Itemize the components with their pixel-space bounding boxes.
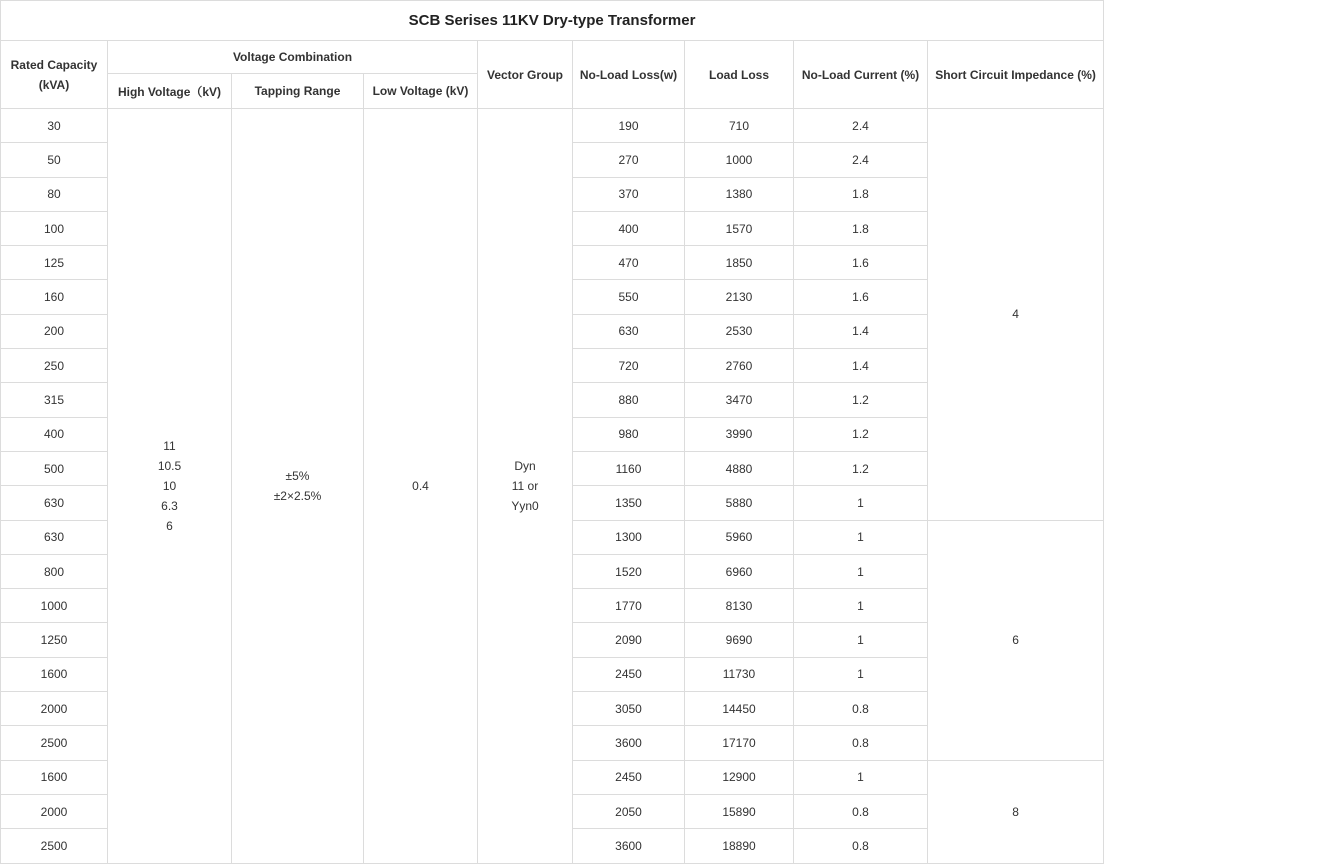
table-header (1, 1, 1104, 109)
no-load-current-cell: 1.2 (794, 451, 928, 485)
load-loss-cell: 2530 (685, 314, 794, 348)
no-load-current-cell: 1.6 (794, 246, 928, 280)
rated-capacity-cell: 2000 (1, 794, 108, 828)
load-loss-cell: 5960 (685, 520, 794, 554)
rated-capacity-cell: 500 (1, 451, 108, 485)
no-load-loss-cell: 270 (573, 143, 685, 177)
tapping-range-header: Tapping Range (232, 74, 364, 109)
no-load-loss-cell: 2090 (573, 623, 685, 657)
no-load-loss-header: No-Load Loss(w) (573, 41, 685, 109)
tapping-range-cell (232, 109, 364, 864)
no-load-current-cell: 1.2 (794, 417, 928, 451)
rated-capacity-cell: 400 (1, 417, 108, 451)
rated-capacity-cell: 1000 (1, 589, 108, 623)
load-loss-cell: 3470 (685, 383, 794, 417)
no-load-loss-cell: 470 (573, 246, 685, 280)
load-loss-cell: 1850 (685, 246, 794, 280)
high-voltage-cell-line: 11 (163, 438, 176, 453)
short-circuit-impedance-cell: 8 (928, 760, 1104, 863)
no-load-current-cell: 1.4 (794, 314, 928, 348)
rated-capacity-cell: 125 (1, 246, 108, 280)
no-load-current-cell: 1.2 (794, 383, 928, 417)
load-loss-cell: 2130 (685, 280, 794, 314)
table-title: SCB Serises 11KV Dry-type Transformer (1, 1, 1104, 41)
load-loss-cell: 4880 (685, 451, 794, 485)
short-circuit-impedance-cell: 4 (928, 109, 1104, 521)
load-loss-cell: 8130 (685, 589, 794, 623)
high-voltage-header: High Voltage（kV) (108, 74, 232, 109)
no-load-current-cell: 1 (794, 486, 928, 520)
load-loss-cell: 3990 (685, 417, 794, 451)
tapping-range-cell-line: ±5% (285, 468, 310, 483)
no-load-current-cell: 1.6 (794, 280, 928, 314)
vector-group-cell-line: 11 or (511, 478, 539, 493)
no-load-loss-cell: 1350 (573, 486, 685, 520)
no-load-current-cell: 1 (794, 657, 928, 691)
load-loss-cell: 15890 (685, 794, 794, 828)
rated-capacity-unit: (kVA) (38, 77, 70, 92)
high-voltage-cell-line: 10 (162, 478, 177, 493)
no-load-loss-cell: 3600 (573, 726, 685, 760)
no-load-loss-cell: 1160 (573, 451, 685, 485)
rated-capacity-header (1, 41, 108, 109)
rated-capacity-cell: 630 (1, 520, 108, 554)
rated-capacity-cell: 1600 (1, 760, 108, 794)
no-load-current-cell: 1 (794, 760, 928, 794)
load-loss-cell: 2760 (685, 349, 794, 383)
rated-capacity-cell: 30 (1, 109, 108, 143)
no-load-loss-cell: 3600 (573, 829, 685, 863)
no-load-loss-cell: 3050 (573, 692, 685, 726)
no-load-current-cell: 1.4 (794, 349, 928, 383)
vector-group-header: Vector Group (478, 41, 573, 109)
load-loss-cell: 14450 (685, 692, 794, 726)
no-load-current-header: No-Load Current (%) (794, 41, 928, 109)
high-voltage-cell-line: 6 (166, 518, 173, 533)
no-load-current-cell: 1 (794, 520, 928, 554)
load-loss-cell: 5880 (685, 486, 794, 520)
no-load-loss-cell: 190 (573, 109, 685, 143)
rated-capacity-cell: 800 (1, 554, 108, 588)
rated-capacity-cell: 315 (1, 383, 108, 417)
rated-capacity-cell: 250 (1, 349, 108, 383)
vector-group-cell-line: Dyn (514, 458, 536, 473)
voltage-combination-header: Voltage Combination (108, 41, 478, 74)
no-load-current-cell: 0.8 (794, 692, 928, 726)
no-load-current-cell: 2.4 (794, 109, 928, 143)
rated-capacity-cell: 2000 (1, 692, 108, 726)
no-load-current-cell: 1 (794, 554, 928, 588)
low-voltage-header: Low Voltage (kV) (364, 74, 478, 109)
table-row (1, 109, 1104, 143)
no-load-loss-cell: 550 (573, 280, 685, 314)
no-load-current-cell: 1 (794, 623, 928, 657)
no-load-loss-cell: 2450 (573, 760, 685, 794)
no-load-current-cell: 0.8 (794, 829, 928, 863)
short-circuit-impedance-header: Short Circuit Impedance (%) (928, 41, 1104, 109)
load-loss-cell: 1000 (685, 143, 794, 177)
high-voltage-cell-line: 6.3 (161, 498, 178, 513)
no-load-loss-cell: 370 (573, 177, 685, 211)
rated-capacity-cell: 50 (1, 143, 108, 177)
rated-capacity-cell: 100 (1, 211, 108, 245)
no-load-current-cell: 0.8 (794, 726, 928, 760)
rated-capacity-cell: 2500 (1, 829, 108, 863)
no-load-loss-cell: 630 (573, 314, 685, 348)
no-load-loss-cell: 2450 (573, 657, 685, 691)
tapping-range-cell-line: ±2×2.5% (273, 488, 322, 503)
no-load-current-cell: 2.4 (794, 143, 928, 177)
rated-capacity-cell: 1600 (1, 657, 108, 691)
load-loss-cell: 18890 (685, 829, 794, 863)
load-loss-cell: 1380 (685, 177, 794, 211)
rated-capacity-cell: 2500 (1, 726, 108, 760)
no-load-loss-cell: 880 (573, 383, 685, 417)
high-voltage-cell (108, 109, 232, 864)
table-body (1, 109, 1104, 864)
no-load-current-cell: 1.8 (794, 177, 928, 211)
load-loss-cell: 17170 (685, 726, 794, 760)
high-voltage-cell-line: 10.5 (157, 458, 182, 473)
rated-capacity-cell: 1250 (1, 623, 108, 657)
no-load-loss-cell: 720 (573, 349, 685, 383)
short-circuit-impedance-cell: 6 (928, 520, 1104, 760)
no-load-loss-cell: 2050 (573, 794, 685, 828)
no-load-current-cell: 0.8 (794, 794, 928, 828)
rated-capacity-cell: 80 (1, 177, 108, 211)
no-load-current-cell: 1 (794, 589, 928, 623)
load-loss-cell: 6960 (685, 554, 794, 588)
load-loss-header: Load Loss (685, 41, 794, 109)
rated-capacity-label: Rated Capacity (10, 57, 98, 72)
no-load-loss-cell: 1520 (573, 554, 685, 588)
no-load-loss-cell: 400 (573, 211, 685, 245)
load-loss-cell: 710 (685, 109, 794, 143)
no-load-loss-cell: 980 (573, 417, 685, 451)
vector-group-cell-line: Yyn0 (511, 498, 539, 513)
rated-capacity-cell: 630 (1, 486, 108, 520)
rated-capacity-cell: 160 (1, 280, 108, 314)
load-loss-cell: 1570 (685, 211, 794, 245)
no-load-loss-cell: 1300 (573, 520, 685, 554)
no-load-loss-cell: 1770 (573, 589, 685, 623)
vector-group-cell (478, 109, 573, 864)
no-load-current-cell: 1.8 (794, 211, 928, 245)
rated-capacity-cell: 200 (1, 314, 108, 348)
low-voltage-cell: 0.4 (364, 109, 478, 864)
load-loss-cell: 12900 (685, 760, 794, 794)
load-loss-cell: 9690 (685, 623, 794, 657)
load-loss-cell: 11730 (685, 657, 794, 691)
